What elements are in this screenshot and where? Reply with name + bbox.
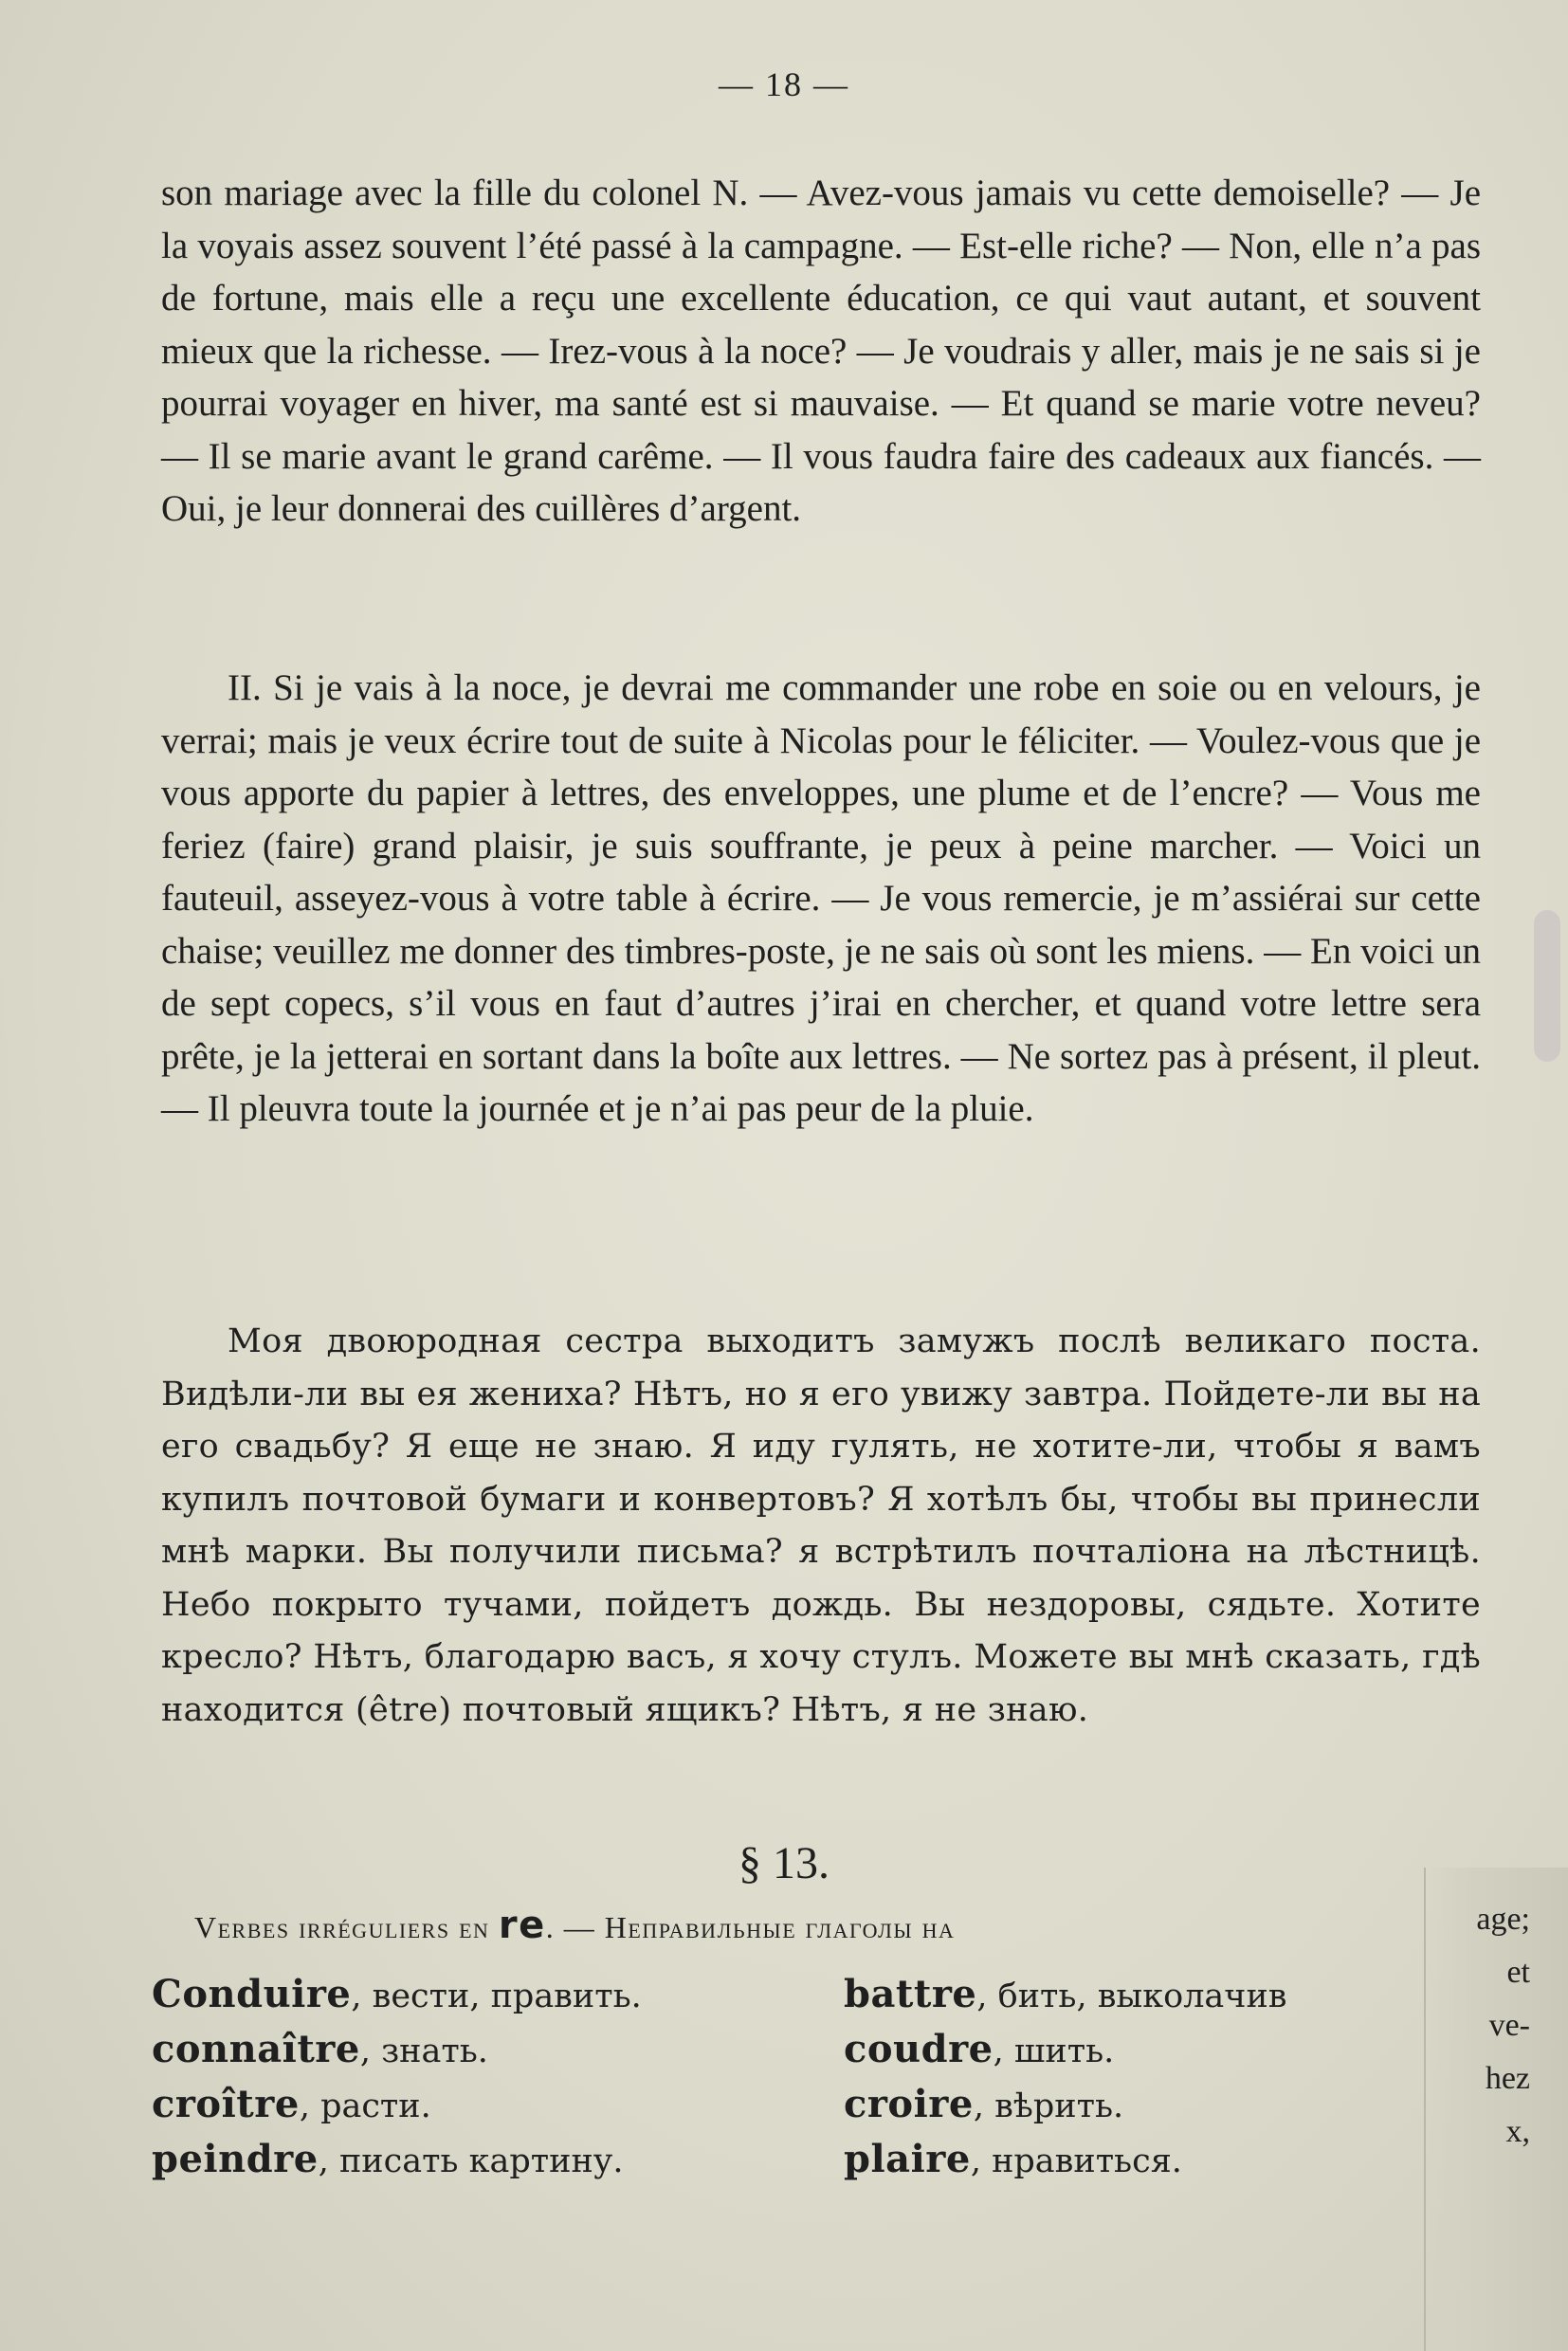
verb-word: battre	[844, 1972, 977, 2016]
verb-entry	[844, 2078, 1441, 2133]
verb-word: coudre	[844, 2027, 994, 2071]
verb-gloss: , расти.	[299, 2087, 431, 2125]
torn-page-edge	[1424, 1868, 1568, 2351]
edge-fragment: et	[1506, 1955, 1530, 1990]
edge-fragment: age;	[1476, 1902, 1530, 1937]
verb-gloss: , шить.	[993, 2032, 1115, 2070]
edge-fragment: ve-	[1488, 2008, 1530, 2043]
verb-word: connaître	[152, 2027, 360, 2071]
verb-gloss: , бить, выколачив	[976, 1977, 1287, 2015]
verb-entry	[152, 2023, 844, 2078]
french-paragraph-1: son mariage avec la fille du colonel N. — Avez-vous jamais vu cette demoiselle? — Je la voyais assez souvent l’été passé à la campagne. — Est-elle riche? — Non, elle n’a pas de fortune, mais elle a reçu une excellente éducation, ce qui vaut autant, et souvent mieux que la richesse. — Irez-vous à la noce? — Je voudrais y aller, mais je ne sais si je pourrai voyager en hiver, ma santé est si mauvaise. — Et quand se marie votre neveu? — Il se marie avant le grand carême. — Il vous faudra faire des cadeaux aux fiancés. — Oui, je leur donnerai des cuillères d’argent.	[161, 173, 1481, 529]
verb-entry	[844, 2023, 1441, 2078]
verb-gloss: , вести, править.	[351, 1977, 642, 2015]
verb-word: croître	[152, 2082, 300, 2126]
section-title: § 13.	[738, 1838, 830, 1888]
russian-paragraph: Моя двоюродная сестра выходитъ замужъ послѣ великаго поста. Видѣли-ли вы ея жениха? Нѣтъ, но я его увижу завтра. Пойдете-ли вы на его свадьбу? Я еще не знаю. Я иду гулять, не хотите-ли, чтобы я вамъ купилъ почтовой бумаги и конвертовъ? Я хотѣлъ бы, чтобы вы принесли мнѣ марки. Вы получили письма? я встрѣтилъ почталіона на лѣстницѣ. Небо покрыто тучами, пойдетъ дождь. Вы нездоровы, сядьте. Хотите кресло? Нѣтъ, благодарю васъ, я хочу стулъ. Можете вы мнѣ сказать, гдѣ находится (être) почтовый ящикъ? Нѣтъ, я не знаю.	[161, 1322, 1481, 1729]
section-subheading	[194, 1904, 1427, 1947]
verb-entry	[152, 2133, 844, 2188]
verb-entry	[844, 2133, 1441, 2188]
subheading-ending: re	[498, 1904, 546, 1947]
verb-gloss: , вѣрить.	[973, 2087, 1124, 2125]
verb-word: peindre	[152, 2137, 319, 2181]
verb-entry	[844, 1968, 1441, 2023]
page-number: — 18 —	[719, 65, 849, 103]
french-paragraph-2: II. Si je vais à la noce, je devrai me commander une robe en soie ou en velours, je verrai; mais je veux écrire tout de suite à Nicolas pour le féliciter. — Voulez-vous que je vous apporte du papier à lettres, des enveloppes, une plume et de l’encre? — Vous me feriez (faire) grand plaisir, je suis souffrante, je peux à peine marcher. — Voici un fauteuil, asseyez-vous à votre table à écrire. — Je vous remercie, je m’assiérai sur cette chaise; veuillez me donner des timbres-poste, je ne sais où sont les miens. — En voici un de sept copecs, s’il vous en faut d’autres j’irai en chercher, et quand votre lettre sera prête, je la jetterai en sortant dans la boîte aux lettres. — Ne sortez pas à présent, il pleut. — Il pleuvra toute la journée et je n’ai pas peur de la pluie.	[161, 667, 1481, 1129]
verb-list	[152, 1968, 1441, 2188]
verb-word: croire	[844, 2082, 974, 2126]
verb-entry	[152, 2078, 844, 2133]
verb-gloss: , знать.	[359, 2032, 488, 2070]
verb-word: plaire	[844, 2137, 971, 2181]
verb-entry	[152, 1968, 844, 2023]
edge-fragment: x,	[1505, 2114, 1530, 2149]
ink-stain	[1534, 910, 1560, 1062]
verb-gloss: , писать картину.	[318, 2142, 624, 2180]
edge-fragment: hez	[1485, 2061, 1530, 2096]
verb-gloss: , нравиться.	[970, 2142, 1182, 2180]
subheading-french: Verbes irréguliers en	[194, 1910, 490, 1944]
subheading-russian: . — Неправильные глаголы на	[545, 1910, 956, 1944]
verb-word: Conduire	[152, 1972, 352, 2016]
